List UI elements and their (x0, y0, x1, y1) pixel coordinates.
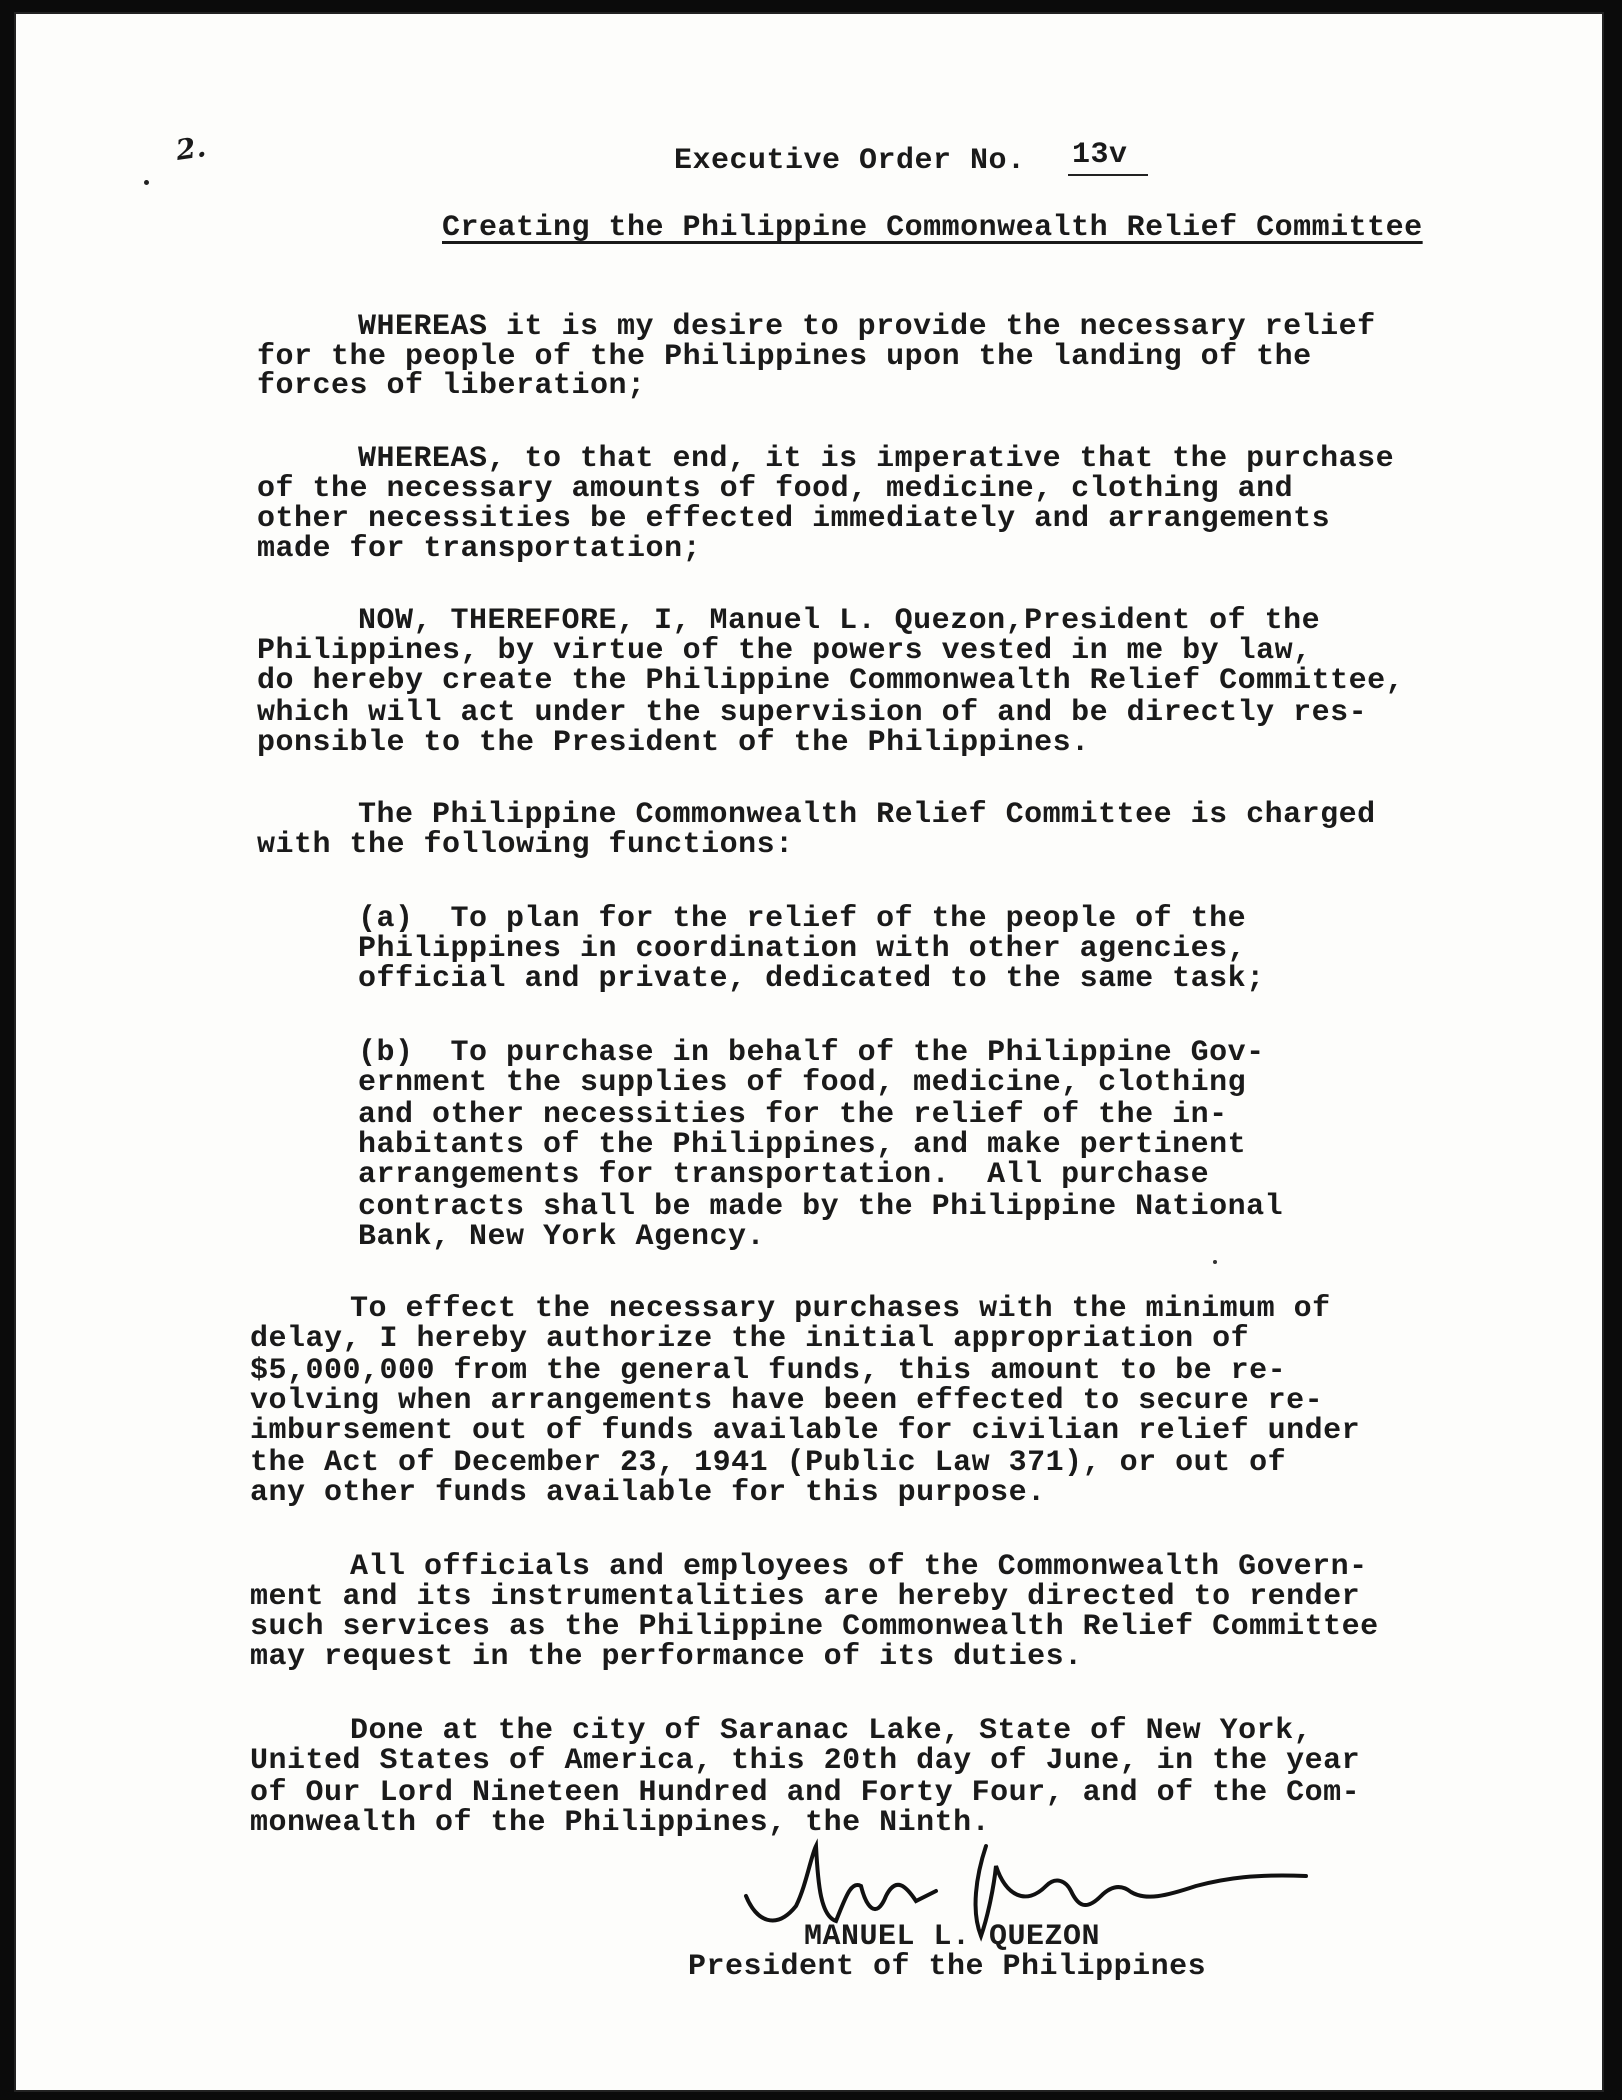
corner-dot (144, 180, 149, 185)
text-line: such services as the Philippine Commonwealth Relief Committee (250, 1610, 1379, 1644)
corner-mark: 2. (173, 130, 209, 167)
signatory-name: MANUEL L. QUEZON (804, 1920, 1101, 1954)
text-line: of the necessary amounts of food, medicine, clothing and (257, 472, 1294, 506)
text-line: United States of America, this 20th day of June, in the year (250, 1744, 1361, 1778)
text-line: WHEREAS, to that end, it is imperative that the purchase (358, 442, 1395, 476)
text-line: may request in the performance of its duties. (250, 1640, 1083, 1674)
stray-dot (1213, 1260, 1217, 1264)
text-line: arrangements for transportation. All purchase (358, 1158, 1210, 1192)
text-line: which will act under the supervision of and be directly res- (257, 696, 1368, 730)
text-line: Done at the city of Saranac Lake, State of New York, (350, 1714, 1313, 1748)
text-line: habitants of the Philippines, and make pertinent (358, 1128, 1247, 1162)
order-prefix: Executive Order No. (674, 144, 1026, 178)
subtitle: Creating the Philippine Commonwealth Relief Committee (442, 211, 1423, 245)
signatory-title: President of the Philippines (688, 1950, 1207, 1984)
text-line: Philippines, by virtue of the powers vested in me by law, (257, 634, 1312, 668)
text-line: All officials and employees of the Commonwealth Govern- (350, 1550, 1368, 1584)
text-line: of Our Lord Nineteen Hundred and Forty Four, and of the Com- (250, 1776, 1361, 1810)
text-line: imbursement out of funds available for civilian relief under (250, 1414, 1361, 1448)
text-line: do hereby create the Philippine Commonwealth Relief Committee, (257, 664, 1405, 698)
text-line: the Act of December 23, 1941 (Public Law 371), or out of (250, 1446, 1287, 1480)
document-page (14, 12, 1604, 2092)
text-line: ernment the supplies of food, medicine, clothing (358, 1066, 1247, 1100)
text-line: and other necessities for the relief of the in- (358, 1098, 1228, 1132)
text-line: delay, I hereby authorize the initial appropriation of (250, 1322, 1250, 1356)
text-line: any other funds available for this purpose. (250, 1476, 1046, 1510)
text-line: Philippines in coordination with other agencies, (358, 932, 1247, 966)
text-line: (a) To plan for the relief of the people of the (358, 902, 1247, 936)
text-line: ment and its instrumentalities are hereby directed to render (250, 1580, 1361, 1614)
text-line: forces of liberation; (257, 369, 646, 403)
text-line: monwealth of the Philippines, the Ninth. (250, 1806, 991, 1840)
text-line: other necessities be effected immediately and arrangements (257, 502, 1331, 536)
text-line: made for transportation; (257, 532, 702, 566)
text-line: To effect the necessary purchases with the minimum of (350, 1292, 1331, 1326)
text-line: ponsible to the President of the Philippines. (257, 726, 1090, 760)
text-line: contracts shall be made by the Philippine National (358, 1190, 1284, 1224)
text-line: (b) To purchase in behalf of the Philippine Gov- (358, 1036, 1265, 1070)
text-line: $5,000,000 from the general funds, this amount to be re- (250, 1354, 1287, 1388)
text-line: with the following functions: (257, 828, 794, 862)
text-line: The Philippine Commonwealth Relief Committee is charged (358, 798, 1376, 832)
order-number-underline (1068, 174, 1148, 176)
text-line: WHEREAS it is my desire to provide the necessary relief (358, 310, 1376, 344)
text-line: volving when arrangements have been effected to secure re- (250, 1384, 1324, 1418)
text-line: official and private, dedicated to the same task; (358, 962, 1265, 996)
text-line: Bank, New York Agency. (358, 1220, 766, 1254)
text-line: NOW, THEREFORE, I, Manuel L. Quezon,President of the (358, 604, 1321, 638)
order-number: 13v (1072, 138, 1128, 172)
text-line: for the people of the Philippines upon the landing of the (257, 340, 1312, 374)
